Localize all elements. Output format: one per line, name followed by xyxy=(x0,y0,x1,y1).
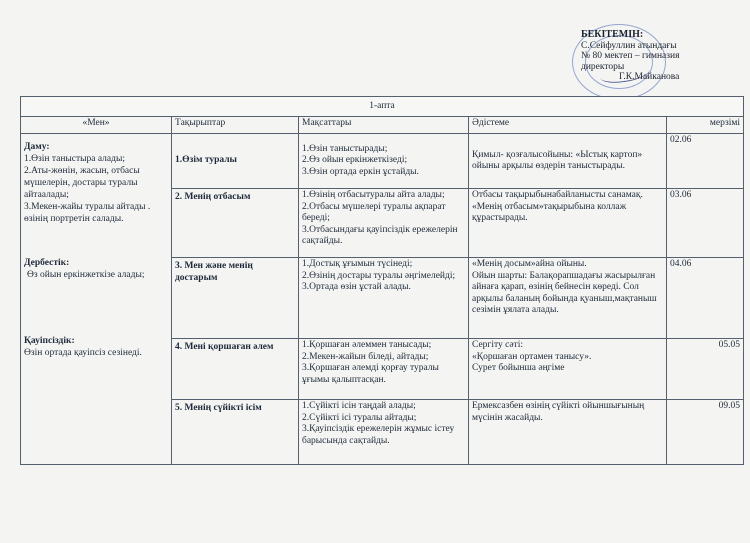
row-topic: 2. Менің отбасым xyxy=(172,189,299,258)
row-date: 03.06 xyxy=(667,189,744,258)
header-objectives: Мақсаттары xyxy=(299,117,469,134)
safety-text: Өзін ортада қауіпсіз сезінеді. xyxy=(24,348,142,358)
row-method: «Менің досым»айна ойыны. Ойын шарты: Балақорапшадағы жасырылған айнаға қарап, өзінің бейнесін көреді. Сол арқылы баланың бойында қуаныш,мақтаныш сезімін ұялата алады. xyxy=(469,258,667,339)
row-method: Қимыл- қозғалысойыны: «Ыстық картоп» ойыны арқылы өздерін таныстырады. xyxy=(469,134,667,189)
row-method: Ермексазбен өзінің сүйікті ойыншығының мүсінін жасайды. xyxy=(469,400,667,465)
approval-block xyxy=(581,30,741,83)
header-topics: Тақырыптар xyxy=(172,117,299,134)
row-method: Сергіту сәті: «Қоршаған ортамен танысу». Сурет бойынша әңгіме xyxy=(469,339,667,400)
row-topic: 4. Мені қоршаған әлем xyxy=(172,339,299,400)
weekly-plan-table xyxy=(20,96,744,465)
row-topic: 5. Менің сүйікті ісім xyxy=(172,400,299,465)
approval-line-2: № 80 мектеп – гимназия xyxy=(581,51,680,61)
row-date: 09.05 xyxy=(667,400,744,465)
row-objectives: 1.Өзінің отбасытуралы айта алады; 2.Отбасы мүшелері туралы ақпарат береді; 3.Отбасындағы қауіпсіздік ережелерін сақтайды. xyxy=(299,189,469,258)
row-topic: 1.Өзім туралы xyxy=(172,134,299,189)
row-objectives: 1.Өзін таныстырады; 2.Өз ойын еркінжеткізеді; 3.Өзін ортада еркін ұстайды. xyxy=(299,134,469,189)
row-objectives: 1.Достық ұғымын түсінеді; 2.Өзінің достары туралы әңгімелейді; 3.Ортада өзін ұстай алады. xyxy=(299,258,469,339)
dev-text: 1.Өзін таныстыра алады; 2.Аты-жөнін, жасын, отбасы мүшелерін, достары туралы айтаалады; 3.Мекен-жайы туралы айтады . өзінің портретін салады. xyxy=(24,154,151,224)
row-objectives: 1.Сүйікті ісін таңдай алады; 2.Сүйікті ісі туралы айтады; 3.Қауіпсіздік ережелерін жұмыс істеу барысында сақтайды. xyxy=(299,400,469,465)
week-row xyxy=(21,97,744,117)
self-text: Өз ойын еркінжеткізе алады; xyxy=(27,270,145,280)
row-topic: 3. Мен және менің достарым xyxy=(172,258,299,339)
approval-line-3: директоры xyxy=(581,61,625,72)
header-deadline: мерзімі xyxy=(667,117,744,134)
row-date: 02.06 xyxy=(667,134,744,189)
header-row xyxy=(21,117,744,134)
row-method: Отбасы тақырыбынабайланысты санамақ. «Менің отбасым»тақырыбына коллаж құрастырады. xyxy=(469,189,667,258)
row-date: 05.05 xyxy=(667,339,744,400)
approval-line-4: Г.К.Майканова xyxy=(619,72,680,82)
header-goals: «Мен» xyxy=(21,117,172,134)
week-label: 1-апта xyxy=(21,97,744,117)
approval-line-1: С.Сейфуллин атындағы xyxy=(581,40,677,51)
table-row xyxy=(21,134,744,189)
row-objectives: 1.Қоршаған әлеммен танысады; 2.Мекен-жайын біледі, айтады; 3.Қоршаған әлемді қорғау туралы ұғымы қалыптасқан. xyxy=(299,339,469,400)
self-title: Дербестік: xyxy=(24,258,70,268)
header-method: Әдістеме xyxy=(469,117,667,134)
dev-title: Даму: xyxy=(24,142,50,152)
goals-cell xyxy=(21,134,172,465)
approval-heading: БЕКІТЕМІН: xyxy=(581,29,644,40)
row-date: 04.06 xyxy=(667,258,744,339)
safety-title: Қауіпсіздік: xyxy=(24,336,75,346)
